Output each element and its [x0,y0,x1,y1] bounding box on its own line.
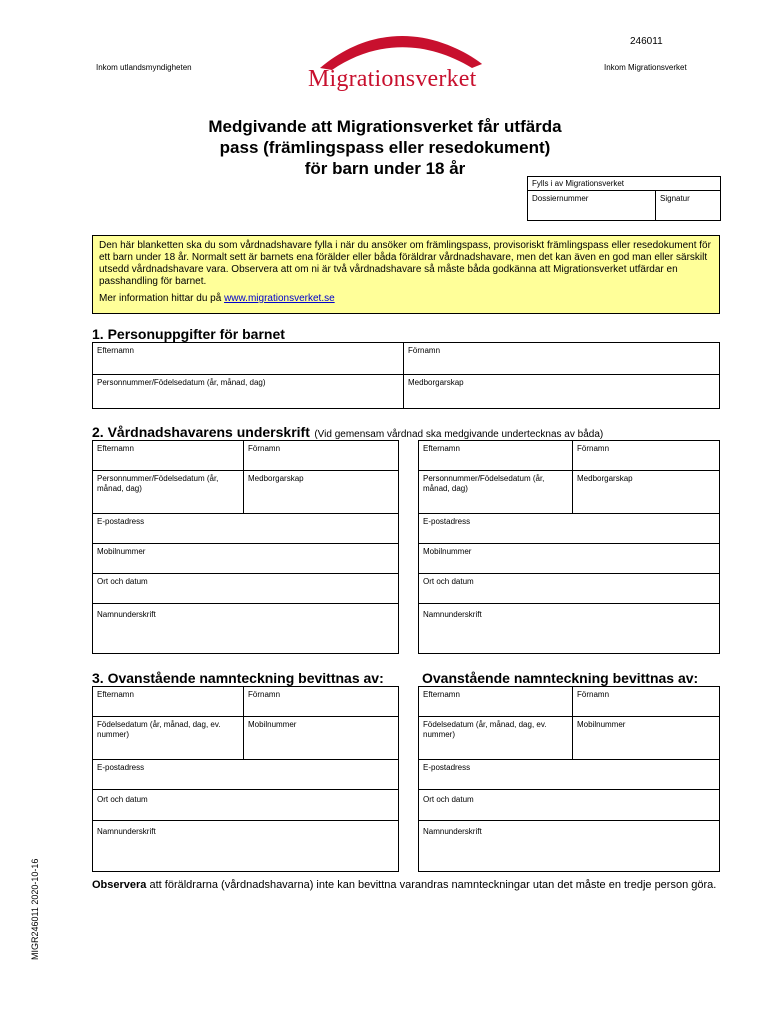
guardian1-surname-field[interactable]: Efternamn [92,440,244,471]
form-number: 246011 [630,36,663,47]
info-text: Den här blanketten ska du som vårdnadshavare fylla i när du ansöker om främlingspass, provisoriskt främlingspass eller resedokument för ett barn under 18 år. Normalt sett är barnets ena förälder eller båda föräldrar vårdnadshavare, men det kan även en god man eller särskilt utsedd vårdnadshavare vara. Observera att om ni är två vårdnadshavare så måste båda godkänna att Migrationsverket utfärdar en passhandling för barnet. [99,240,711,287]
guardian2-mobile-field[interactable]: Mobilnummer [418,543,720,574]
guardian2-pnr-field[interactable]: Personnummer/Födelsedatum (år, månad, dag) [418,470,573,514]
witness1-signature-field[interactable]: Namnunderskrift [92,820,399,872]
child-given-name-field[interactable]: Förnamn [403,342,720,375]
witness2-signature-field[interactable]: Namnunderskrift [418,820,720,872]
witness2-mobile-field[interactable]: Mobilnummer [572,716,720,760]
witness2-dob-field[interactable]: Födelsedatum (år, månad, dag, ev. nummer) [418,716,573,760]
witness2-place-date-field[interactable]: Ort och datum [418,789,720,821]
guardian2-email-field[interactable]: E-postadress [418,513,720,544]
info-box [92,235,720,314]
witness1-place-date-field[interactable]: Ort och datum [92,789,399,821]
info-more [99,293,713,305]
guardian1-pnr-field[interactable]: Personnummer/Födelsedatum (år, månad, dag) [92,470,244,514]
witness2-email-field[interactable]: E-postadress [418,759,720,790]
witness1-mobile-field[interactable]: Mobilnummer [243,716,399,760]
section3-heading: 3. Ovanstående namnteckning bevittnas av: [92,670,384,686]
witness1-surname-field[interactable]: Efternamn [92,686,244,717]
left-header: Inkom utlandsmyndigheten [96,63,192,72]
guardian1-citizenship-field[interactable]: Medborgarskap [243,470,399,514]
section2-note: (Vid gemensam vårdnad ska medgivande undertecknas av båda) [314,429,604,440]
guardian1-email-field[interactable]: E-postadress [92,513,399,544]
page-title-line1: Medgivande att Migrationsverket får utfärda [208,117,562,136]
section1-heading: 1. Personuppgifter för barnet [92,326,285,342]
guardian1-signature-field[interactable]: Namnunderskrift [92,603,399,654]
footer-note-bold: Observera [92,879,147,891]
dossier-field[interactable]: Dossiernummer [527,190,656,221]
guardian2-given-name-field[interactable]: Förnamn [572,440,720,471]
page-title-line2: pass (främlingspass eller resedokument) [219,138,551,157]
right-header: Inkom Migrationsverket [604,63,687,72]
logo-wordmark: Migrationsverket [308,66,477,92]
section3-heading-right: Ovanstående namnteckning bevittnas av: [422,670,699,686]
section2-heading: 2. Vårdnadshavarens underskrift [92,424,310,440]
child-surname-field[interactable]: Efternamn [92,342,404,375]
witness1-email-field[interactable]: E-postadress [92,759,399,790]
witness2-given-name-field[interactable]: Förnamn [572,686,720,717]
witness1-dob-field[interactable]: Födelsedatum (år, månad, dag, ev. nummer) [92,716,244,760]
witness1-given-name-field[interactable]: Förnamn [243,686,399,717]
guardian1-given-name-field[interactable]: Förnamn [243,440,399,471]
page-title-line3: för barn under 18 år [304,159,466,178]
witness2-surname-field[interactable]: Efternamn [418,686,573,717]
footer-note-text: att föräldrarna (vårdnadshavarna) inte kan bevittna varandras namnteckningar utan det måste en tredje person göra. [146,879,717,891]
guardian2-surname-field[interactable]: Efternamn [418,440,573,471]
form-code-sidebar: MIGR246011 2020-10-16 [30,858,40,960]
guardian1-place-date-field[interactable]: Ort och datum [92,573,399,604]
guardian2-signature-field[interactable]: Namnunderskrift [418,603,720,654]
guardian2-citizenship-field[interactable]: Medborgarskap [572,470,720,514]
signature-field[interactable]: Signatur [655,190,721,221]
guardian2-place-date-field[interactable]: Ort och datum [418,573,720,604]
agency-box-header: Fylls i av Migrationsverket [527,176,721,191]
info-more-prefix: Mer information hittar du på [99,293,225,304]
website-link[interactable]: www.migrationsverket.se [224,293,335,304]
footer-note [92,878,722,892]
guardian1-mobile-field[interactable]: Mobilnummer [92,543,399,574]
child-citizenship-field[interactable]: Medborgarskap [403,374,720,409]
child-pnr-field[interactable]: Personnummer/Födelsedatum (år, månad, dag) [92,374,404,409]
migrationsverket-logo [300,32,500,102]
